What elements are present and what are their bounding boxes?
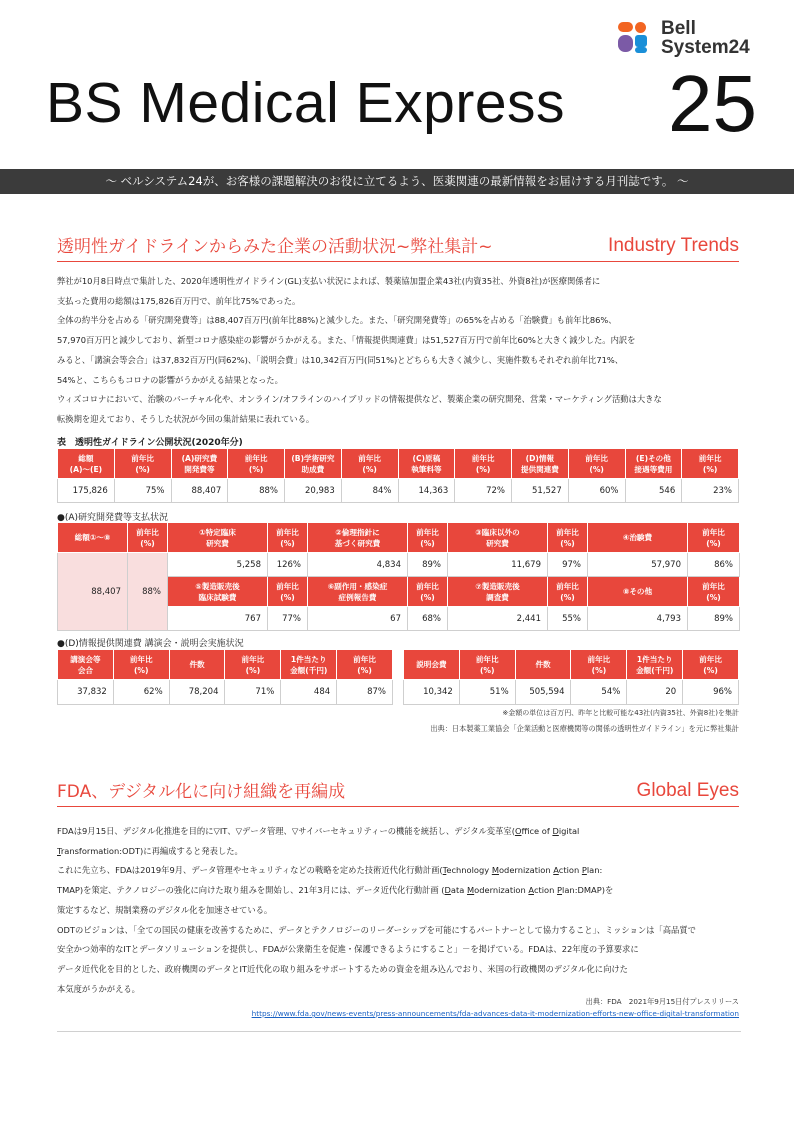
column-header: 前年比 (%) <box>571 650 627 680</box>
table-cell: 89% <box>408 553 448 577</box>
column-header: 前年比 (%) <box>568 449 625 479</box>
table-cell: 11,679 <box>448 553 548 577</box>
article-body-global-eyes <box>57 822 741 999</box>
newsletter-title: BS Medical Express <box>46 71 566 135</box>
table-cell: 84% <box>341 479 398 503</box>
body-line: 支払った費用の総額は175,826百万円で、前年比75%であった。 <box>57 295 301 306</box>
column-header: 1件当たり 金額(千円) <box>281 650 337 680</box>
column-header: 前年比 (%) <box>113 650 169 680</box>
column-header: ③臨床以外の 研究費 <box>448 523 548 553</box>
body-line: ウィズコロナにおいて、治験のバーチャル化や、オンライン/オフラインのハイブリッドの情報提供など、製薬企業の研究開発、営業・マーケティング活動は大きな <box>57 394 662 405</box>
body-line: TMAP)を策定、テクノロジーの強化に向けた取り組みを開始し、21年3月には、データ近代化行動計画 (Data Modernization Action Plan:DMAP)を <box>57 885 614 896</box>
section-title: FDA、デジタル化に向け組織を再編成 <box>57 782 346 802</box>
table-cell: 62% <box>113 680 169 705</box>
column-header: 講演会等 会合 <box>58 650 114 680</box>
column-header: ①特定臨床 研究費 <box>168 523 268 553</box>
column-header: 総額①～⑧ <box>58 523 128 553</box>
column-header: 前年比 (%) <box>268 577 308 607</box>
table-cell: 505,594 <box>515 680 571 705</box>
header-row <box>404 650 739 680</box>
header-row <box>58 449 739 479</box>
table-cell: 55% <box>548 607 588 631</box>
column-header: 前年比 (%) <box>128 523 168 553</box>
logo-wordmark: Bell System24 <box>661 18 750 58</box>
article-source: 出典：FDA 2021年9月15日付プレスリリース <box>585 997 739 1006</box>
issue-number: 25 <box>668 59 757 148</box>
table-cell: 57,970 <box>588 553 688 577</box>
column-header: 前年比 (%) <box>459 650 515 680</box>
column-header: ②倫理指針に 基づく研究費 <box>308 523 408 553</box>
table-cell: 68% <box>408 607 448 631</box>
column-header: (D)情報 提供関連費 <box>512 449 569 479</box>
table-cell: 88,407 <box>171 479 228 503</box>
column-header: 前年比 (%) <box>688 577 740 607</box>
table-row <box>58 680 393 705</box>
column-header: 前年比 (%) <box>225 650 281 680</box>
column-header: (B)学術研究 助成費 <box>285 449 342 479</box>
table-cell: 71% <box>225 680 281 705</box>
column-header: 前年比 (%) <box>682 449 739 479</box>
tagline-banner: ～ ベルシステム24が、お客様の課題解決のお役に立てるよう、医薬関連の最新情報をお届けする月刊誌です。 ～ <box>0 169 794 194</box>
table-cell: 96% <box>683 680 739 705</box>
section-title: 透明性ガイドラインからみた企業の活動状況~弊社集計~ <box>57 237 493 257</box>
column-header: 前年比 (%) <box>341 449 398 479</box>
table-cell: 37,832 <box>58 680 114 705</box>
body-line: ODTのビジョンは、「全ての国民の健康を改善するために、データとテクノロジーのリーダーシップを可能にするパートナーとして協力すること」、ミッションは「高品質で <box>57 924 696 935</box>
body-line: 本気度がうかがえる。 <box>57 983 140 994</box>
body-line: 安全かつ効率的なITとデータソリューションを提供し、FDAが公衆衛生を促進・保護できるようにすること」－を掲げている。FDAは、22年度の予算要求に <box>57 944 639 955</box>
column-header: 前年比 (%) <box>548 523 588 553</box>
rd-expense-table <box>57 522 740 631</box>
table-cell: 546 <box>625 479 682 503</box>
table-cell: 88% <box>228 479 285 503</box>
column-header: ⑦製造販売後 調査費 <box>448 577 548 607</box>
column-header: (A)研究費 開発費等 <box>171 449 228 479</box>
table-cell: 484 <box>281 680 337 705</box>
transparency-summary-table <box>57 448 739 503</box>
body-line: 策定するなど、規制業務のデジタル化を加速させている。 <box>57 904 273 915</box>
briefing-session-table <box>403 649 739 705</box>
column-header: 説明会費 <box>404 650 460 680</box>
column-header: 1件当たり 金額(千円) <box>627 650 683 680</box>
table-cell: 51% <box>459 680 515 705</box>
table2-caption: ●(A)研究開発費等支払状況 <box>57 513 169 523</box>
table-cell: 88% <box>128 553 168 631</box>
article-body-industry-trends <box>57 272 741 430</box>
table-row <box>58 553 740 577</box>
body-line: これに先立ち、FDAは2019年9月、データ管理やセキュリティなどの戦略を定めた技術近代化行動計画(Technology Modernization Action Plan: <box>57 865 603 876</box>
column-header: 前年比 (%) <box>683 650 739 680</box>
body-line: 54%と、こちらもコロナの影響がうかがえる結果となった。 <box>57 374 283 385</box>
table-cell: 4,793 <box>588 607 688 631</box>
table-cell: 23% <box>682 479 739 503</box>
body-line: Transformation:ODT)に再編成すると発表した。 <box>57 845 243 856</box>
column-header: 総額 (A)～(E) <box>58 449 115 479</box>
column-header: 前年比 (%) <box>408 523 448 553</box>
table3-caption: ●(D)情報提供関連費 講演会・説明会実施状況 <box>57 639 244 649</box>
column-header: 件数 <box>169 650 225 680</box>
body-line: 全体の約半分を占める「研究開発費等」は88,407百万円(前年比88%)と減少した。また、「研究開発費等」の65%を占める「治験費」も前年比86%、 <box>57 315 617 326</box>
body-line: データ近代化を目的とした、政府機関のデータとIT近代化の取り組みをサポートするための資金を組み込んでおり、米国の行政機関のデジタル化に向けた <box>57 963 628 974</box>
table-cell: 72% <box>455 479 512 503</box>
column-header: 前年比 (%) <box>548 577 588 607</box>
table-cell: 89% <box>688 607 740 631</box>
table-cell: 4,834 <box>308 553 408 577</box>
table-cell: 10,342 <box>404 680 460 705</box>
lecture-meeting-table <box>57 649 393 705</box>
column-header: (E)その他 接遇等費用 <box>625 449 682 479</box>
table-row <box>404 680 739 705</box>
table-cell: 14,363 <box>398 479 455 503</box>
column-header: 前年比 (%) <box>455 449 512 479</box>
table-row <box>58 523 740 553</box>
table-cell: 67 <box>308 607 408 631</box>
body-line: 転換期を迎えており、そうした状況が今回の集計結果に表れている。 <box>57 413 315 424</box>
table-cell: 97% <box>548 553 588 577</box>
body-line: 弊社が10月8日時点で集計した、2020年透明性ガイドライン(GL)支払い状況によれば、製薬協加盟企業43社(内資35社、外資8社)が医療関係者に <box>57 276 601 286</box>
table-cell: 2,441 <box>448 607 548 631</box>
body-line: 57,970百万円と減少しており、新型コロナ感染症の影響がうかがえる。また、「情報提供関連費」は51,527百万円で前年比60%と大きく減少した。内訳を <box>57 335 636 346</box>
table1-caption: 表 透明性ガイドライン公開状況(2020年分) <box>57 438 243 448</box>
table-cell: 51,527 <box>512 479 569 503</box>
column-header: ⑥副作用・感染症 症例報告費 <box>308 577 408 607</box>
column-header: ⑤製造販売後 臨床試験費 <box>168 577 268 607</box>
table-row <box>58 479 739 503</box>
column-header: 前年比 (%) <box>337 650 393 680</box>
table-cell: 60% <box>568 479 625 503</box>
table-source: 出典：日本製薬工業協会「企業活動と医療機関等の関係の透明性ガイドライン」を元に弊社集計 <box>430 724 739 733</box>
column-header: 前年比 (%) <box>114 449 171 479</box>
table-cell: 126% <box>268 553 308 577</box>
column-header: (C)原稿 執筆料等 <box>398 449 455 479</box>
table-footnote: ※金額の単位は百万円、昨年と比較可能な43社(内資35社、外資8社)を集計 <box>502 709 739 717</box>
press-release-link[interactable]: https://www.fda.gov/news-events/press-announcements/fda-advances-data-it-modernization-efforts-new-office-digital-transformation <box>251 1009 739 1018</box>
section-header-industry-trends <box>57 232 739 262</box>
table-cell: 5,258 <box>168 553 268 577</box>
table-cell: 175,826 <box>58 479 115 503</box>
table-cell: 767 <box>168 607 268 631</box>
table-cell: 78,204 <box>169 680 225 705</box>
body-line: みると、「講演会等会合」は37,832百万円(同62%)、「説明会費」は10,342百万円(同51%)とどちらも大きく減少し、実施件数もそれぞれ前年比71%、 <box>57 354 624 365</box>
table-cell: 20 <box>627 680 683 705</box>
table-cell: 88,407 <box>58 553 128 631</box>
table-cell: 77% <box>268 607 308 631</box>
column-header: ⑧その他 <box>588 577 688 607</box>
column-header: 前年比 (%) <box>408 577 448 607</box>
logo-mark-icon <box>614 19 656 61</box>
body-line: FDAは9月15日、デジタル化推進を目的に▽IT、▽データ管理、▽サイバーセキュリティーの機能を統括し、デジタル変革室(Office of Digital <box>57 826 580 836</box>
bellsystem24-logo <box>614 17 784 61</box>
column-header: 前年比 (%) <box>228 449 285 479</box>
column-header: 前年比 (%) <box>688 523 740 553</box>
section-header-global-eyes <box>57 777 739 807</box>
footer-divider <box>57 1031 741 1032</box>
table-cell: 75% <box>114 479 171 503</box>
section-category: Industry Trends <box>608 235 739 256</box>
table-cell: 87% <box>337 680 393 705</box>
column-header: 前年比 (%) <box>268 523 308 553</box>
table-cell: 86% <box>688 553 740 577</box>
table-cell: 20,983 <box>285 479 342 503</box>
column-header: ④治験費 <box>588 523 688 553</box>
header-row <box>58 650 393 680</box>
section-category: Global Eyes <box>636 780 739 801</box>
column-header: 件数 <box>515 650 571 680</box>
table-cell: 54% <box>571 680 627 705</box>
